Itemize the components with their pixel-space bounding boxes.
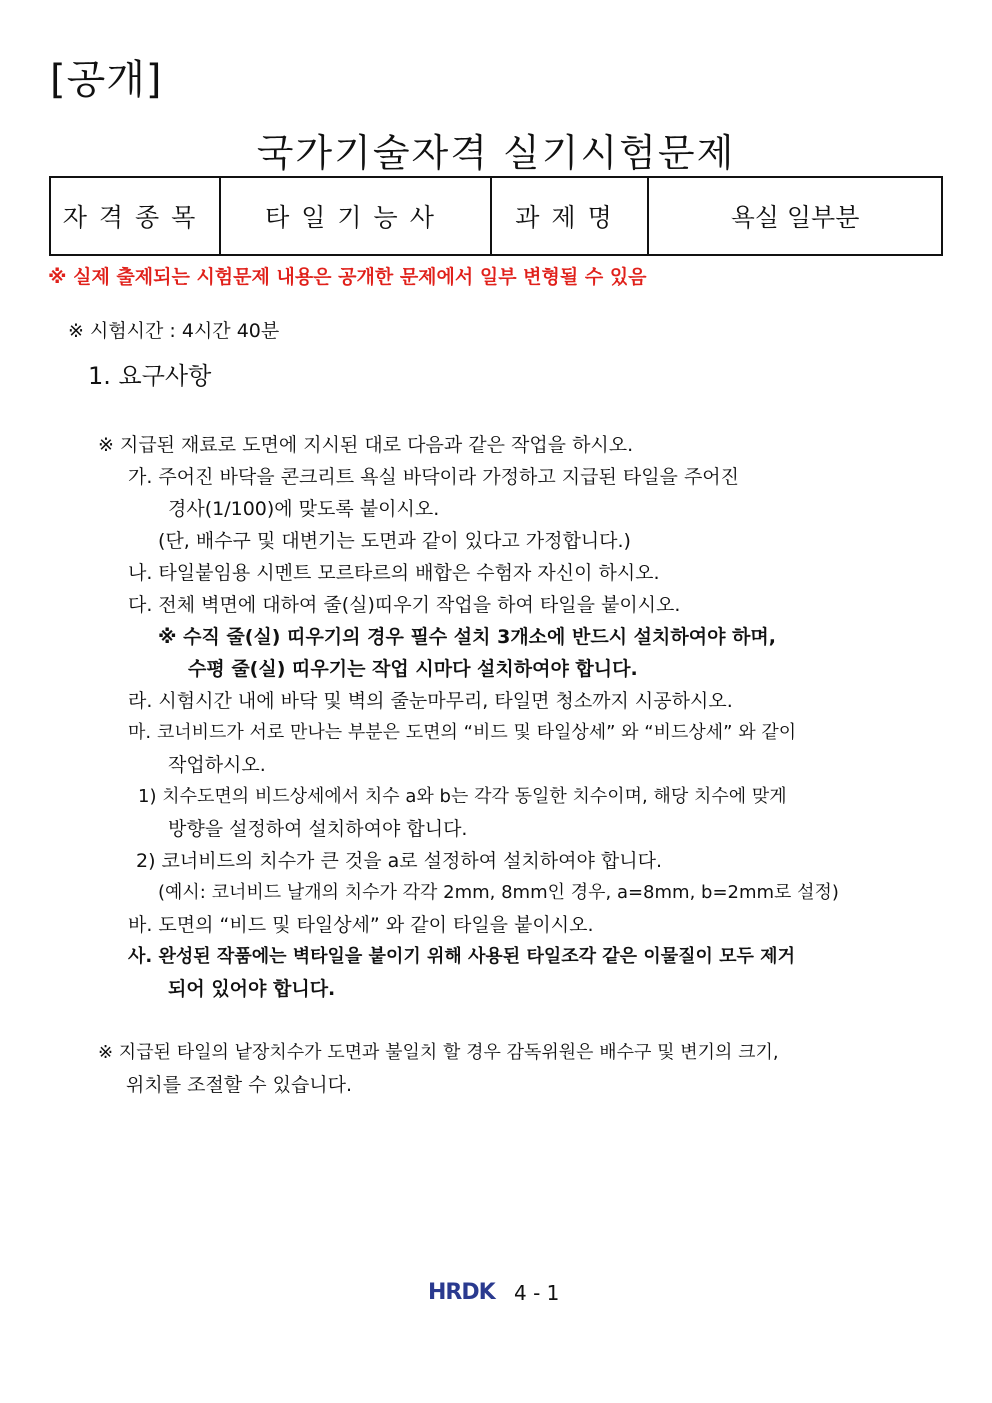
instruction-line: 작업하시오. <box>168 754 266 776</box>
notice-text: ※ 실제 출제되는 시험문제 내용은 공개한 문제에서 일부 변형될 수 있음 <box>48 266 647 288</box>
document-title: 국가기술자격 실기시험문제 <box>256 131 736 175</box>
instruction-line: 가. 주어진 바닥을 콘크리트 욕실 바닥이라 가정하고 지급된 타일을 주어진 <box>128 466 740 488</box>
instruction-line: 사. 완성된 작품에는 벽타일을 붙이기 위해 사용된 타일조각 같은 이물질이 모두 제거 <box>128 946 795 967</box>
instruction-line: 되어 있어야 합니다. <box>168 978 336 1000</box>
qualification-label: 자격종목 <box>50 177 220 255</box>
task-label: 과제명 <box>491 177 648 255</box>
instruction-line: (예시: 코너비드 날개의 치수가 각각 2mm, 8mm인 경우, a=8mm, b=2mm로 설정) <box>158 882 839 903</box>
exam-time: ※ 시험시간 : 4시간 40분 <box>68 320 280 342</box>
instruction-line: 수평 줄(실) 띠우기는 작업 시마다 설치하여야 합니다. <box>188 658 638 680</box>
instruction-line: 나. 타일붙임용 시멘트 모르타르의 배합은 수험자 자신이 하시오. <box>128 562 660 584</box>
info-table <box>49 176 943 256</box>
section-title: 1. 요구사항 <box>88 362 212 390</box>
instruction-line: (단, 배수구 및 대변기는 도면과 같이 있다고 가정합니다.) <box>158 530 631 552</box>
instruction-line: 위치를 조절할 수 있습니다. <box>126 1074 353 1096</box>
task-value: 욕실 일부분 <box>648 177 942 255</box>
instruction-line: 2) 코너비드의 치수가 큰 것을 a로 설정하여 설치하여야 합니다. <box>136 850 662 872</box>
instruction-line: 1) 치수도면의 비드상세에서 치수 a와 b는 각각 동일한 치수이며, 해당 치수에 맞게 <box>138 786 787 807</box>
instruction-line: 바. 도면의 “비드 및 타일상세” 와 같이 타일을 붙이시오. <box>128 914 594 936</box>
public-tag: [공개] <box>50 57 163 103</box>
instruction-line: ※ 지급된 재료로 도면에 지시된 대로 다음과 같은 작업을 하시오. <box>98 434 634 456</box>
instruction-line: ※ 지급된 타일의 낱장치수가 도면과 불일치 할 경우 감독위원은 배수구 및 변기의 크기, <box>98 1042 779 1063</box>
instruction-line: 마. 코너비드가 서로 만나는 부분은 도면의 “비드 및 타일상세” 와 “비드상세” 와 같이 <box>128 722 797 743</box>
qualification-value: 타일기능사 <box>220 177 491 255</box>
instruction-line: 라. 시험시간 내에 바닥 및 벽의 줄눈마무리, 타일면 청소까지 시공하시오. <box>128 690 733 712</box>
instruction-line: 다. 전체 벽면에 대하여 줄(실)띠우기 작업을 하여 타일을 붙이시오. <box>128 594 681 616</box>
page-number: 4 - 1 <box>514 1281 560 1305</box>
hrdk-logo: HRDK <box>428 1280 495 1305</box>
instruction-line: 경사(1/100)에 맞도록 붙이시오. <box>168 498 440 520</box>
instruction-line: 방향을 설정하여 설치하여야 합니다. <box>168 818 468 840</box>
instruction-line: ※ 수직 줄(실) 띠우기의 경우 필수 설치 3개소에 반드시 설치하여야 하며, <box>158 626 776 648</box>
